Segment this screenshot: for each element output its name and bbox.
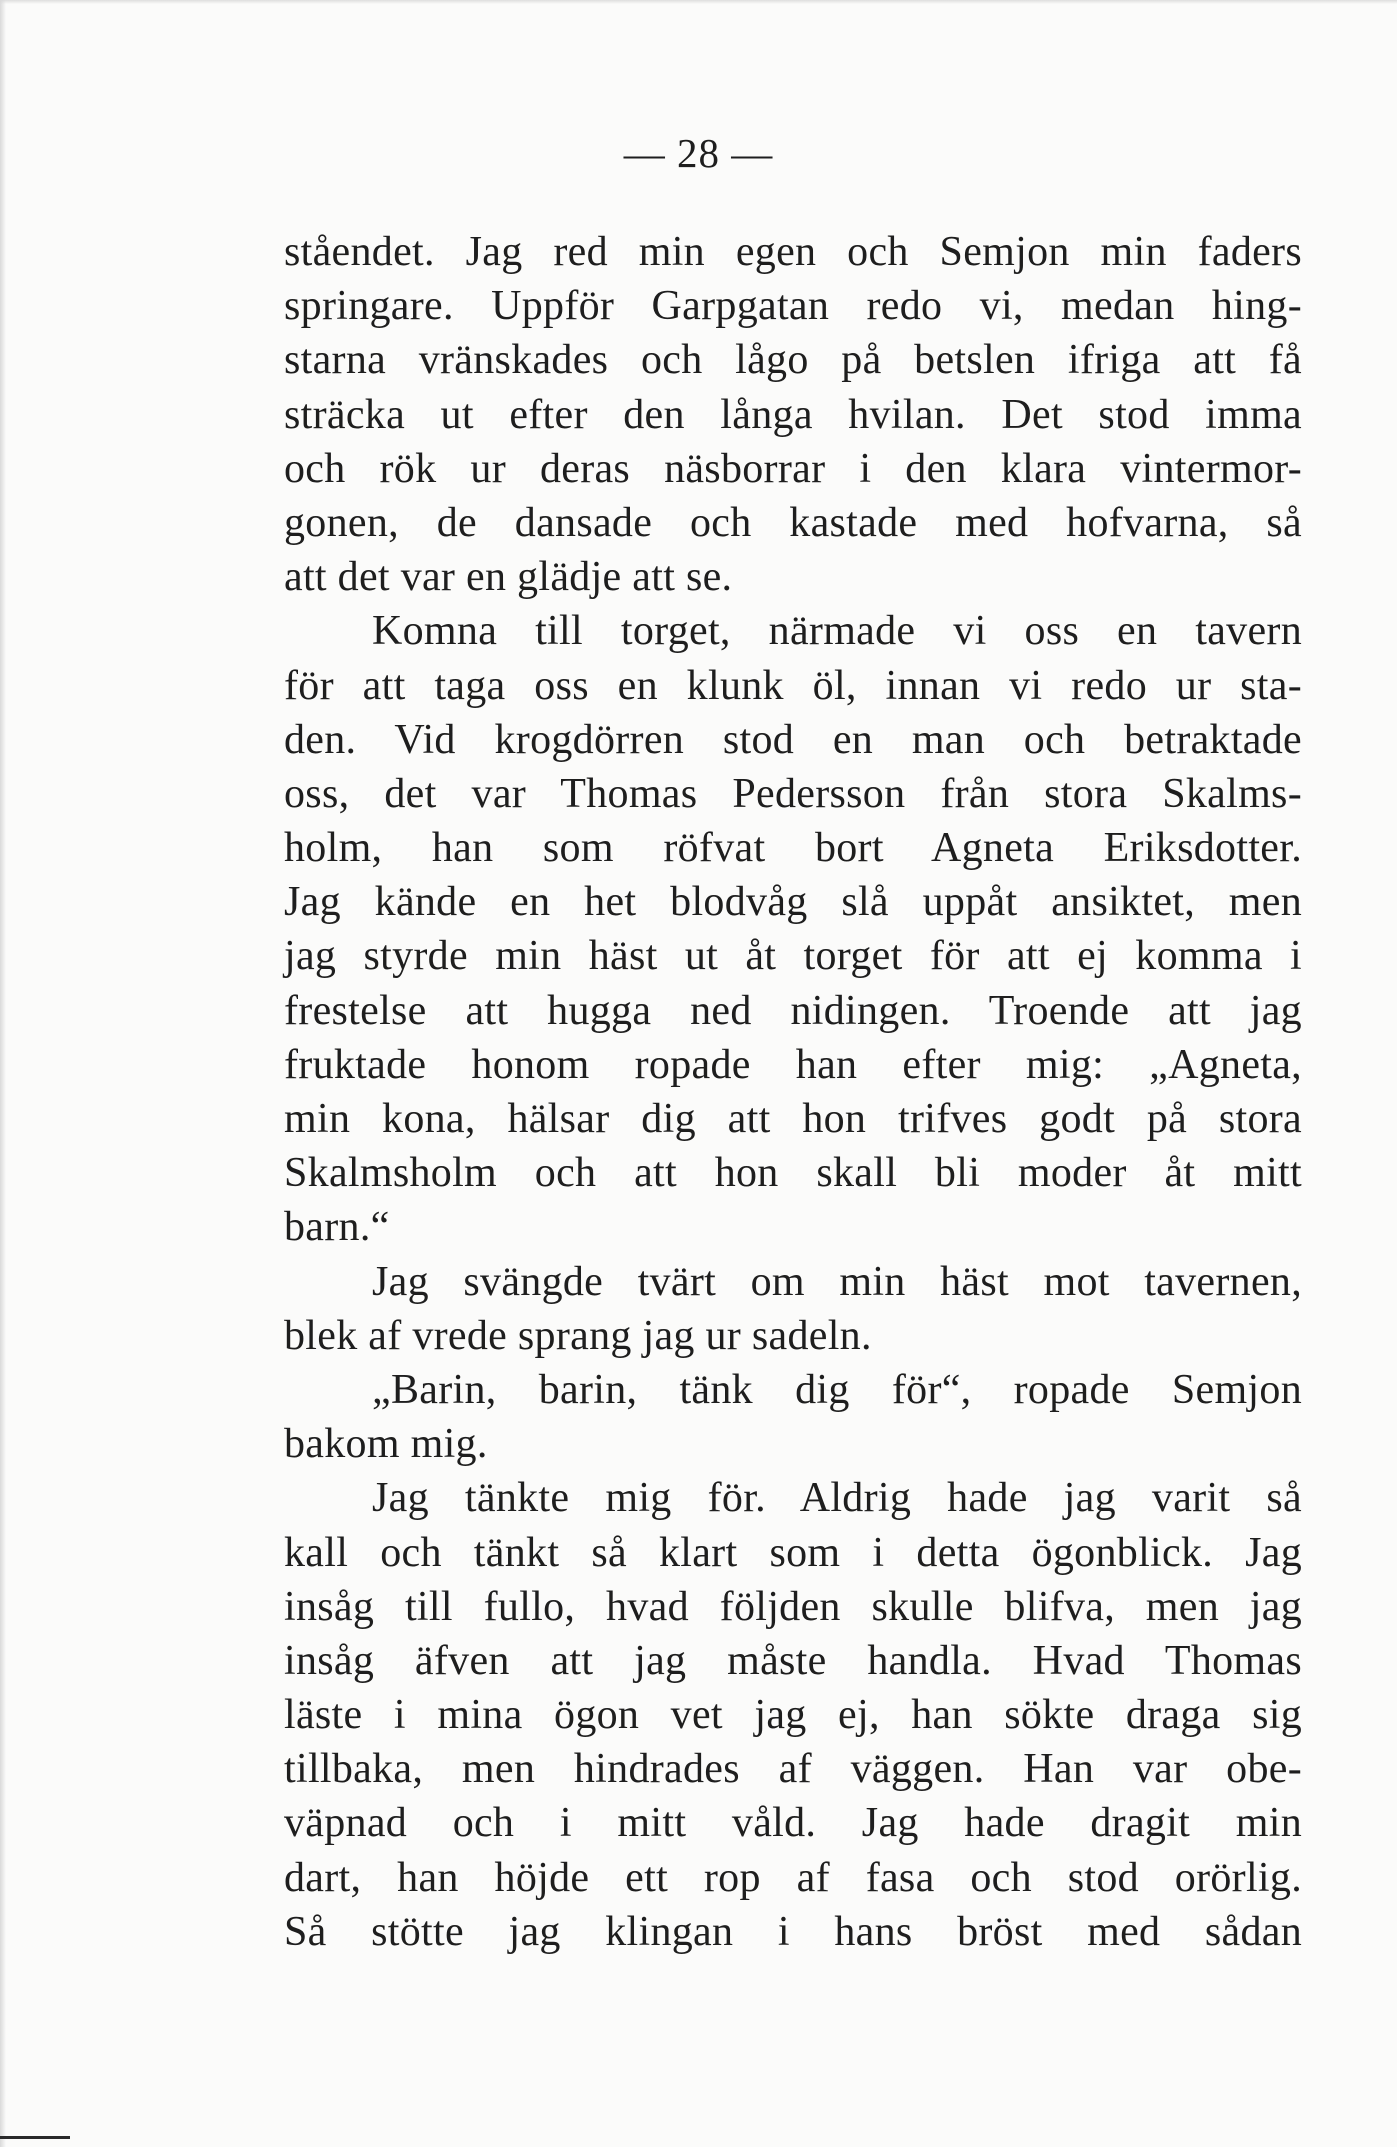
text-line: att det var en glädje att se.	[284, 554, 733, 601]
text-line: och rök ur deras näsborrar i den klara vintermor-	[284, 445, 1302, 492]
text-line: tillbaka, men hindrades af väggen. Han var obe-	[284, 1746, 1302, 1793]
text-line: för att taga oss en klunk öl, innan vi redo ur sta-	[284, 662, 1302, 709]
text-line: kall och tänkt så klart som i detta ögonblick. Jag	[284, 1529, 1302, 1576]
text-line: insåg till fullo, hvad följden skulle blifva, men jag	[284, 1583, 1302, 1630]
text-line: „Barin, barin, tänk dig för“, ropade Semjon	[372, 1366, 1302, 1413]
text-line: holm, han som röfvat bort Agneta Eriksdotter.	[284, 825, 1302, 872]
text-line: bakom mig.	[284, 1421, 488, 1468]
text-line: jag styrde min häst ut åt torget för att ej komma i	[284, 933, 1302, 980]
page-top-edge	[0, 0, 1397, 4]
text-line: Jag svängde tvärt om min häst mot tavernen,	[372, 1258, 1302, 1305]
text-line: starna vränskades och lågo på betslen ifriga att få	[284, 337, 1302, 384]
page-left-edge	[0, 0, 6, 2147]
body-text	[284, 225, 1302, 1959]
text-line: läste i mina ögon vet jag ej, han sökte draga sig	[284, 1692, 1302, 1739]
text-line: barn.“	[284, 1204, 390, 1251]
text-line: fruktade honom ropade han efter mig: „Agneta,	[284, 1041, 1302, 1088]
text-line: frestelse att hugga ned nidingen. Troende att jag	[284, 987, 1302, 1034]
text-line: väpnad och i mitt våld. Jag hade dragit min	[284, 1800, 1302, 1847]
text-line: Jag tänkte mig för. Aldrig hade jag varit så	[372, 1475, 1302, 1522]
text-line: Så stötte jag klingan i hans bröst med sådan	[284, 1908, 1302, 1955]
text-line: den. Vid krogdörren stod en man och betraktade	[284, 716, 1302, 763]
scan-corner-mark	[0, 2136, 70, 2139]
text-line: ståendet. Jag red min egen och Semjon min faders	[284, 229, 1302, 275]
text-line: Skalmsholm och att hon skall bli moder åt mitt	[284, 1150, 1302, 1197]
text-line: springare. Uppför Garpgatan redo vi, medan hing-	[284, 283, 1302, 330]
text-line: gonen, de dansade och kastade med hofvarna, så	[284, 499, 1302, 546]
text-line: insåg äfven att jag måste handla. Hvad Thomas	[284, 1637, 1302, 1684]
text-line: dart, han höjde ett rop af fasa och stod orörlig.	[284, 1854, 1302, 1901]
text-line: sträcka ut efter den långa hvilan. Det stod imma	[284, 391, 1302, 438]
page-number: — 28 —	[623, 130, 774, 176]
text-line: Komna till torget, närmade vi oss en tavern	[372, 608, 1302, 655]
text-line: min kona, hälsar dig att hon trifves godt på stora	[284, 1096, 1302, 1142]
text-line: blek af vrede sprang jag ur sadeln.	[284, 1312, 872, 1359]
text-line: Jag kände en het blodvåg slå uppåt ansiktet, men	[284, 879, 1302, 926]
text-line: oss, det var Thomas Pedersson från stora Skalms-	[284, 770, 1302, 817]
